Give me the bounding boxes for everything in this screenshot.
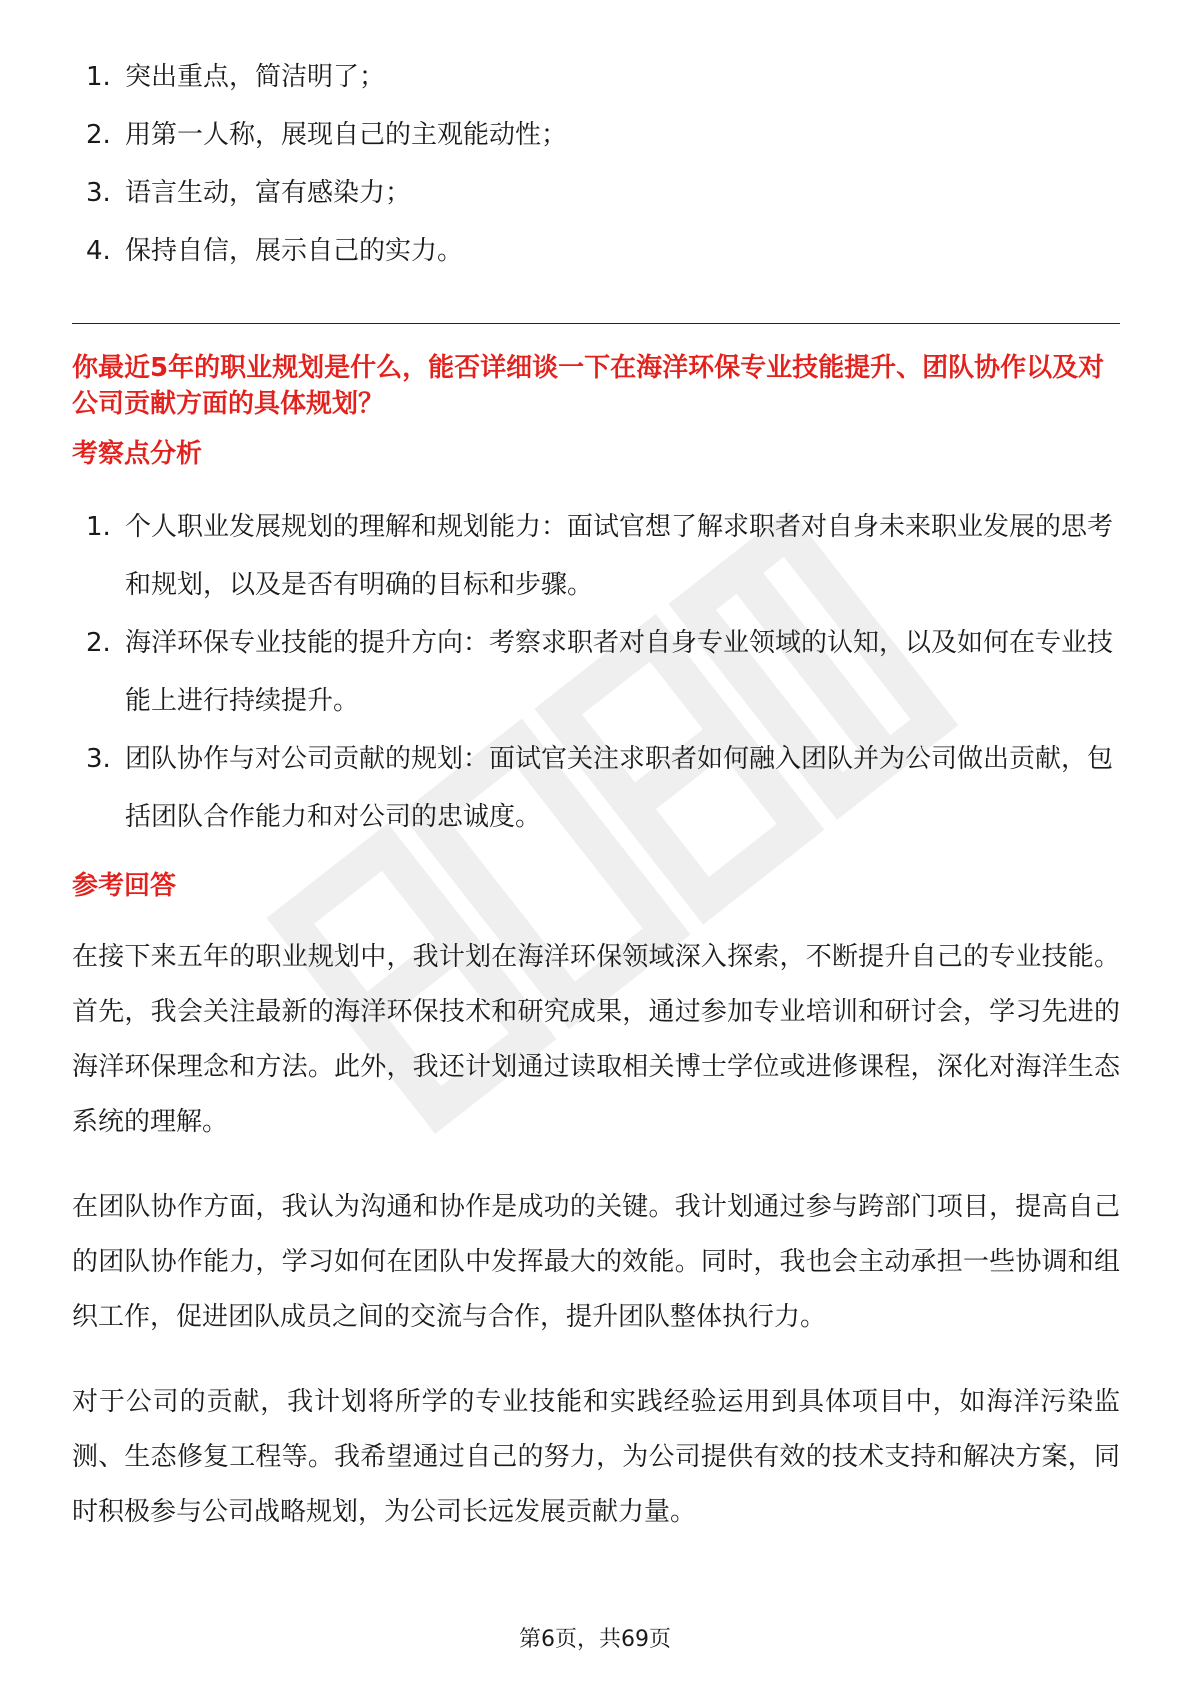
analysis-list: [72, 498, 1120, 846]
list-text: 保持自信，展示自己的实力。: [125, 236, 464, 266]
list-number: 1.: [86, 62, 111, 92]
intro-list: [72, 48, 1120, 280]
list-item: [72, 48, 1120, 106]
list-number: 2.: [86, 628, 111, 658]
analysis-heading: 考察点分析: [72, 439, 203, 469]
list-text: 语言生动，富有感染力；: [125, 178, 412, 208]
list-text: 突出重点，简洁明了；: [125, 62, 386, 92]
list-number: 3.: [86, 744, 111, 774]
list-item: [72, 730, 1120, 846]
list-text: 海洋环保专业技能的提升方向：考察求职者对自身专业领域的认知，以及如何在专业技能上进行持续提升。: [125, 628, 1114, 716]
section-divider: [72, 323, 1120, 324]
list-text: 个人职业发展规划的理解和规划能力：面试官想了解求职者对自身未来职业发展的思考和规划，以及是否有明确的目标和步骤。: [125, 512, 1114, 600]
page-footer: 第6页，共69页: [519, 1627, 671, 1652]
interview-question: 你最近5年的职业规划是什么，能否详细谈一下在海洋环保专业技能提升、团队协作以及对公司贡献方面的具体规划？: [72, 353, 1105, 419]
list-text: 用第一人称，展现自己的主观能动性；: [125, 120, 568, 150]
list-number: 2.: [86, 120, 111, 150]
list-item: [72, 222, 1120, 280]
list-item: [72, 614, 1120, 730]
list-item: [72, 106, 1120, 164]
list-number: 3.: [86, 178, 111, 208]
answer-paragraph: 在团队协作方面，我认为沟通和协作是成功的关键。我计划通过参与跨部门项目，提高自己的团队协作能力，学习如何在团队中发挥最大的效能。同时，我也会主动承担一些协调和组织工作，促进团队成员之间的交流与合作，提升团队整体执行力。: [72, 1192, 1120, 1332]
answer-paragraph: 对于公司的贡献，我计划将所学的专业技能和实践经验运用到具体项目中，如海洋污染监测、生态修复工程等。我希望通过自己的努力，为公司提供有效的技术支持和解决方案，同时积极参与公司战略规划，为公司长远发展贡献力量。: [72, 1387, 1120, 1527]
list-number: 1.: [86, 512, 111, 542]
list-item: [72, 164, 1120, 222]
list-number: 4.: [86, 236, 111, 266]
page-content: [72, 48, 1120, 1540]
answer-heading: 参考回答: [72, 871, 177, 901]
answer-paragraph: 在接下来五年的职业规划中，我计划在海洋环保领域深入探索，不断提升自己的专业技能。首先，我会关注最新的海洋环保技术和研究成果，通过参加专业培训和研讨会，学习先进的海洋环保理念和方法。此外，我还计划通过读取相关博士学位或进修课程，深化对海洋生态系统的理解。: [72, 942, 1120, 1137]
list-text: 团队协作与对公司贡献的规划：面试官关注求职者如何融入团队并为公司做出贡献，包括团队合作能力和对公司的忠诚度。: [125, 744, 1114, 832]
list-item: [72, 498, 1120, 614]
